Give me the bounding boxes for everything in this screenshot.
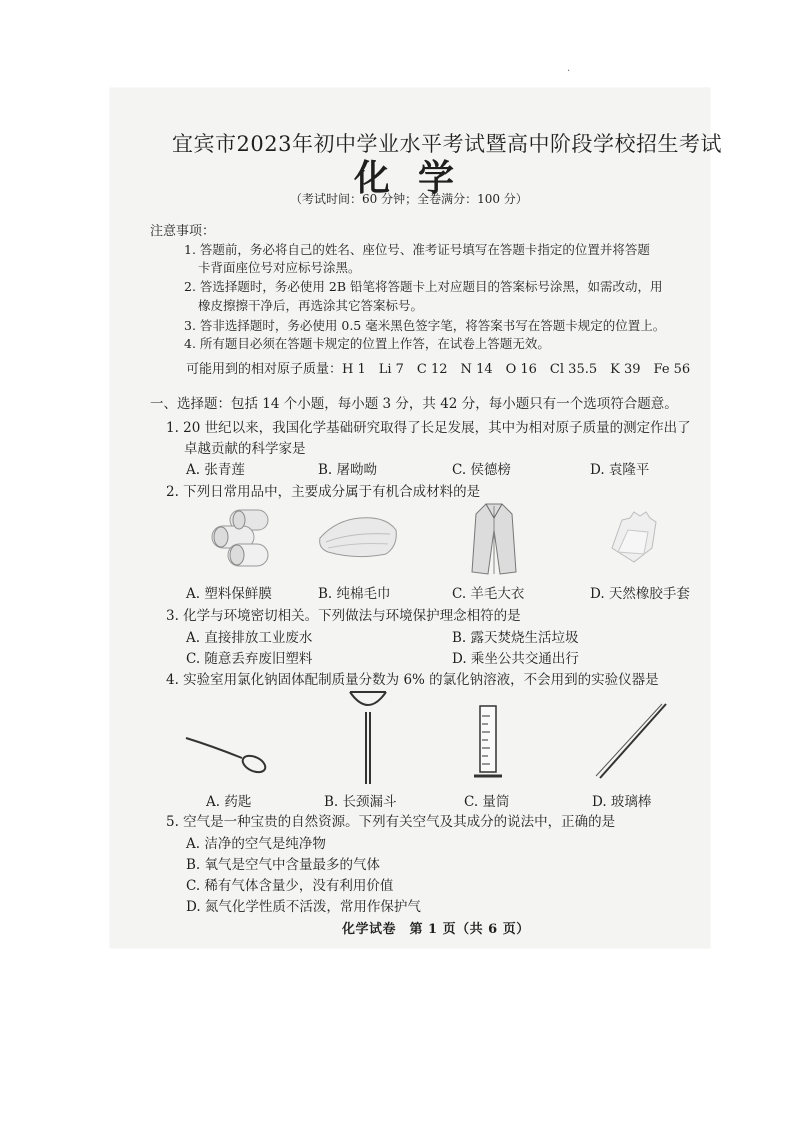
graduated-cylinder-image (470, 702, 506, 782)
question-5-option-b: B. 氧气是空气中含量最多的气体 (186, 857, 381, 873)
question-5-option-c: C. 稀有气体含量少，没有利用价值 (186, 878, 394, 894)
notice-line: 卡背面座位号对应标号涂黑。 (198, 260, 361, 275)
question-1-stem-cont: 卓越贡献的科学家是 (184, 441, 306, 457)
rubber-gloves-image (604, 508, 664, 568)
question-3-option-b: B. 露天焚烧生活垃圾 (452, 630, 579, 646)
question-2-option-c: C. 羊毛大衣 (452, 586, 525, 602)
notice-line: 4. 所有题目必须在答题卡规定的位置上作答，在试卷上答题无效。 (184, 336, 550, 351)
notice-heading: 注意事项： (150, 224, 216, 239)
question-4-option-a: A. 药匙 (206, 794, 252, 810)
question-2-stem: 2. 下列日常用品中，主要成分属于有机合成材料的是 (166, 484, 481, 500)
question-1-option-b: B. 屠呦呦 (318, 462, 378, 478)
question-4-option-b: B. 长颈漏斗 (324, 794, 397, 810)
question-3-option-c: C. 随意丢弃废旧塑料 (186, 651, 313, 667)
question-3-option-a: A. 直接排放工业废水 (186, 630, 313, 646)
plastic-wrap-rolls-image (208, 508, 272, 570)
question-5-option-a: A. 洁净的空气是纯净物 (186, 836, 326, 852)
subject-title: 化学 (354, 157, 483, 199)
notice-line: 2. 答选择题时，务必使用 2B 铅笔将答题卡上对应题目的答案标号涂黑，如需改动，用 (184, 279, 663, 294)
notice-line: 1. 答题前，务必将自己的姓名、座位号、准考证号填写在答题卡指定的位置并将答题 (184, 242, 650, 257)
question-5-option-d: D. 氮气化学性质不活泼，常用作保护气 (186, 899, 421, 915)
wool-coat-image (470, 500, 518, 580)
question-5-stem: 5. 空气是一种宝贵的自然资源。下列有关空气及其成分的说法中，正确的是 (166, 814, 616, 830)
question-2-option-b: B. 纯棉毛巾 (318, 586, 391, 602)
medicine-spoon-image (182, 728, 272, 778)
cotton-towel-image (316, 512, 400, 560)
question-3-stem: 3. 化学与环境密切相关。下列做法与环境保护理念相符的是 (166, 608, 521, 624)
page-footer: 化学试卷 第 1 页（共 6 页） (342, 922, 530, 937)
question-4-option-c: C. 量筒 (464, 794, 510, 810)
question-2-option-d: D. 天然橡胶手套 (590, 586, 690, 602)
glass-rod-image (594, 700, 670, 782)
exam-meta: （考试时间：60 分钟；全卷满分：100 分） (290, 192, 528, 206)
notice-line: 3. 答非选择题时，务必使用 0.5 毫米黑色签字笔，将答案书写在答题卡规定的位置上。 (184, 318, 666, 333)
long-neck-funnel-image (346, 688, 390, 788)
section-heading: 一、选择题：包括 14 个小题，每小题 3 分，共 42 分，每小题只有一个选项符合题意。 (150, 396, 678, 412)
question-1-option-a: A. 张青莲 (186, 462, 245, 478)
question-4-stem: 4. 实验室用氯化钠固体配制质量分数为 6% 的氯化钠溶液，不会用到的实验仪器是 (166, 672, 659, 688)
question-1-option-c: C. 侯德榜 (452, 462, 511, 478)
question-1-option-d: D. 袁隆平 (590, 462, 650, 478)
scan-speck: · (567, 66, 571, 77)
question-1-stem: 1. 20 世纪以来，我国化学基础研究取得了长足发展，其中为相对原子质量的测定作出了 (166, 420, 691, 436)
exam-title: 宜宾市2023年初中学业水平考试暨高中阶段学校招生考试 (172, 132, 722, 156)
question-2-option-a: A. 塑料保鲜膜 (186, 586, 272, 602)
question-3-option-d: D. 乘坐公共交通出行 (452, 651, 579, 667)
atomic-masses: 可能用到的相对原子质量：H 1 Li 7 C 12 N 14 O 16 Cl 35.5 K 39 Fe 56 (186, 362, 691, 377)
notice-line: 橡皮擦擦干净后，再选涂其它答案标号。 (198, 298, 424, 313)
question-4-option-d: D. 玻璃棒 (592, 794, 652, 810)
